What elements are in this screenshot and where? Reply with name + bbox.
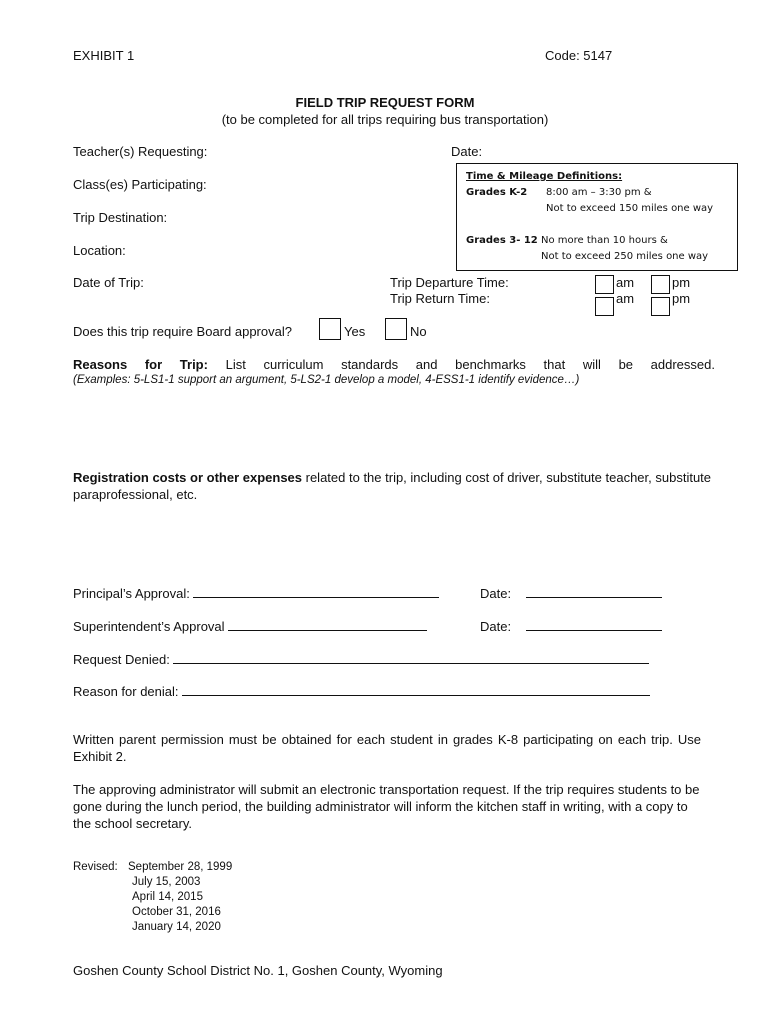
- superintendent-date-row: [480, 617, 662, 634]
- return-pm-checkbox[interactable]: [651, 297, 670, 316]
- teachers-label: Teacher(s) Requesting:: [73, 144, 208, 159]
- registration-label: Registration costs or other expenses: [73, 470, 303, 485]
- reasons-examples: (Examples: 5-LS1-1 support an argument, 5-LS2-1 develop a model, 4-ESS1-1 identify evidence…): [73, 374, 580, 386]
- revised-date-2: July 15, 2003: [132, 876, 201, 888]
- reasons-text: List curriculum standards and benchmarks that will be addressed.: [225, 357, 715, 372]
- definitions-box: [456, 163, 738, 271]
- return-am-checkbox[interactable]: [595, 297, 614, 316]
- k2-line2: Not to exceed 150 miles one way: [546, 203, 714, 214]
- departure-am-label: am: [616, 275, 635, 290]
- superintendent-approval-row: [73, 617, 427, 634]
- departure-pm-checkbox[interactable]: [651, 275, 670, 294]
- departure-label: Trip Departure Time:: [390, 275, 509, 290]
- code-label: Code: 5147: [545, 48, 613, 63]
- board-no-label: No: [410, 324, 427, 339]
- g312-line1: No more than 10 hours &: [541, 235, 668, 246]
- return-label: Trip Return Time:: [390, 291, 490, 306]
- departure-am-checkbox[interactable]: [595, 275, 614, 294]
- reason-denial-row: [73, 682, 650, 699]
- principal-date-row: [480, 584, 662, 601]
- board-yes-label: Yes: [344, 324, 366, 339]
- trip-date-label: Date of Trip:: [73, 275, 144, 290]
- board-yes-checkbox[interactable]: [319, 318, 341, 340]
- g312-label: Grades 3- 12: [466, 235, 538, 246]
- revised-label: Revised:: [73, 861, 118, 873]
- g312-line2: Not to exceed 250 miles one way: [541, 251, 709, 262]
- k2-label: Grades K-2: [466, 187, 528, 198]
- transport-note: The approving administrator will submit an electronic transportation request. If the trip requires students to be gone during the lunch period, the building administrator will inform the kitchen staff in writing, with a copy to the school secretary.: [73, 782, 700, 831]
- board-no-checkbox[interactable]: [385, 318, 407, 340]
- return-am-label: am: [616, 291, 635, 306]
- date-label: Date:: [451, 144, 483, 159]
- permission-note: Written parent permission must be obtained for each student in grades K-8 participating on each trip. Use Exhibit 2.: [73, 732, 701, 764]
- request-denied-line[interactable]: [173, 650, 649, 664]
- revised-date-1: September 28, 1999: [128, 861, 233, 873]
- principal-label: Principal’s Approval:: [73, 586, 190, 601]
- reasons-line: [73, 356, 715, 373]
- classes-label: Class(es) Participating:: [73, 177, 207, 192]
- board-question: Does this trip require Board approval?: [73, 324, 292, 339]
- reasons-label: Reasons for Trip:: [73, 357, 208, 372]
- request-denied-label: Request Denied:: [73, 652, 170, 667]
- location-label: Location:: [73, 243, 126, 258]
- form-subtitle: (to be completed for all trips requiring bus transportation): [221, 112, 549, 127]
- reason-denial-label: Reason for denial:: [73, 684, 179, 699]
- form-title: FIELD TRIP REQUEST FORM: [295, 95, 475, 110]
- return-pm-label: pm: [672, 291, 691, 306]
- superintendent-date-line[interactable]: [526, 617, 662, 631]
- registration-paragraph: [73, 469, 715, 503]
- revised-date-5: January 14, 2020: [132, 921, 221, 933]
- registration-text: related to the trip, including cost of driver, substitute teacher, substitute paraprofessional, etc.: [73, 470, 712, 502]
- footer-district: Goshen County School District No. 1, Goshen County, Wyoming: [73, 963, 443, 978]
- principal-date-label: Date:: [480, 586, 512, 601]
- superintendent-label: Superintendent’s Approval: [73, 619, 225, 634]
- definitions-title: Time & Mileage Definitions:: [466, 171, 623, 182]
- principal-signature-line[interactable]: [193, 584, 439, 598]
- revised-date-4: October 31, 2016: [132, 906, 221, 918]
- principal-date-line[interactable]: [526, 584, 662, 598]
- superintendent-date-label: Date:: [480, 619, 512, 634]
- request-denied-row: [73, 650, 649, 667]
- reason-denial-line[interactable]: [182, 682, 650, 696]
- principal-approval-row: [73, 584, 439, 601]
- k2-line1: 8:00 am – 3:30 pm &: [546, 187, 652, 198]
- revised-date-3: April 14, 2015: [132, 891, 203, 903]
- superintendent-signature-line[interactable]: [228, 617, 427, 631]
- exhibit-label: EXHIBIT 1: [73, 48, 135, 63]
- destination-label: Trip Destination:: [73, 210, 168, 225]
- departure-pm-label: pm: [672, 275, 691, 290]
